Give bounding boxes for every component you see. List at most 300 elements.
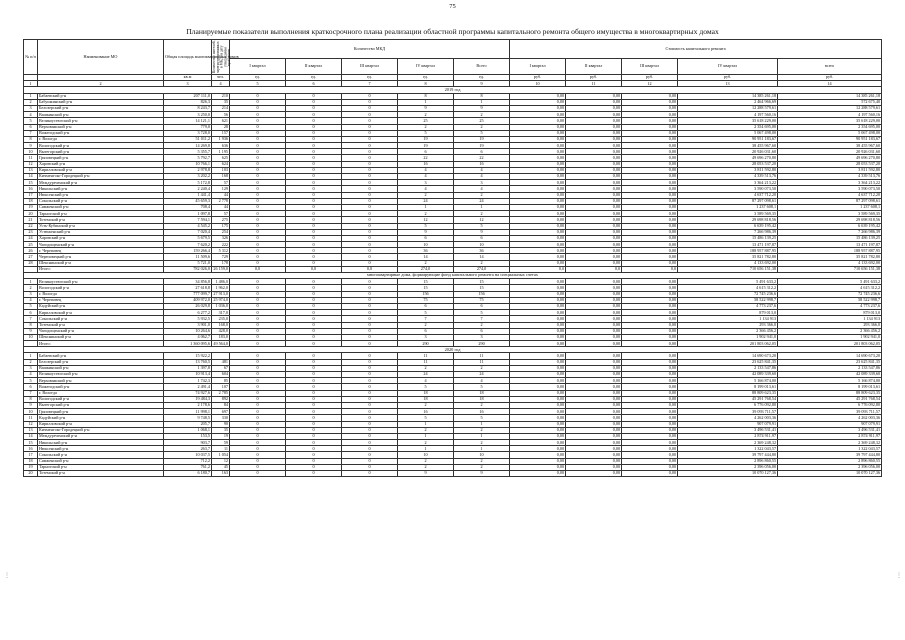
table-cell: 87 297 098,61	[778, 198, 882, 204]
table-cell: 903,7	[164, 440, 212, 446]
table-cell: 0,00	[510, 99, 566, 105]
table-cell: 12	[24, 161, 38, 167]
table-cell: 0,00	[566, 365, 622, 371]
table-cell: 0,00	[510, 372, 566, 378]
table-cell: 0,00	[566, 112, 622, 118]
table-cell: Бабаевский р-н	[38, 93, 164, 99]
table-cell: 0,00	[566, 198, 622, 204]
table-cell: 0,00	[510, 378, 566, 384]
table-cell: 25 974,0	[213, 297, 228, 303]
table-cell: 0	[286, 378, 342, 384]
table-cell: 22	[454, 155, 510, 161]
table-cell: 49 696 270,80	[778, 155, 882, 161]
table-cell: 5 312	[212, 248, 230, 254]
table-cell: 17	[24, 192, 38, 198]
table-cell: 0	[286, 421, 342, 427]
table-cell: 0	[230, 112, 286, 118]
table-cell: 0,00	[622, 421, 678, 427]
table-cell: 0,00	[622, 452, 678, 458]
table-cell: 168	[212, 174, 230, 180]
table-cell: 14 385 261,18	[678, 93, 778, 99]
table-cell: 4	[24, 112, 38, 118]
table-cell: 0,00	[622, 440, 678, 446]
table-cell: 625	[212, 155, 230, 161]
table-cell: 2	[454, 440, 510, 446]
table-cell: 0	[286, 396, 342, 402]
table-cell: 2 178,6	[164, 402, 212, 408]
table-cell: 0,00	[566, 235, 622, 241]
table-cell: Никольский р-н	[38, 440, 164, 446]
table-cell: 6	[454, 303, 510, 309]
table-cell: 10	[454, 452, 510, 458]
table-cell: Кичменгско-Городецкий р-н	[38, 427, 164, 433]
table-cell: 35	[212, 99, 230, 105]
table-cell: 0	[286, 130, 342, 136]
table-cell: 8	[398, 93, 454, 99]
table-cell: 0,00	[510, 427, 566, 433]
table-cell: 6	[398, 303, 454, 309]
table-cell: г. Вологда	[38, 136, 164, 142]
table-cell: 0	[230, 415, 286, 421]
column-number-cell: 7	[342, 81, 398, 87]
table-cell: 2 778	[212, 198, 230, 204]
table-cell: Великоустюгский р-н	[38, 118, 164, 124]
table-cell: 0	[286, 235, 342, 241]
table-cell: 0,00	[566, 452, 622, 458]
table-cell: 2 366 456,2	[678, 328, 778, 334]
table-cell: 409 972,0	[164, 297, 212, 303]
table-cell: 205,7	[164, 421, 212, 427]
table-cell: 13	[24, 167, 38, 173]
table-cell: 0,00	[622, 396, 678, 402]
table-cell: Бабаевский р-н	[38, 353, 164, 359]
table-cell: 4	[398, 167, 454, 173]
table-cell: Кирилловский р-н	[38, 310, 164, 316]
table-cell: 0,00	[510, 390, 566, 396]
table-cell: 907 079,91	[778, 421, 882, 427]
table-cell: 0,00	[510, 341, 566, 347]
table-cell: 0,00	[566, 248, 622, 254]
table-cell: 0,00	[510, 242, 566, 248]
column-number-cell: 3	[164, 81, 212, 87]
table-cell: 0,00	[622, 433, 678, 439]
table-cell: 5 721,0	[164, 260, 212, 266]
table-cell: 6 776 092,80	[678, 402, 778, 408]
table-cell: 6 180,7	[164, 471, 212, 477]
table-cell: 59	[212, 440, 230, 446]
page-number: 75	[449, 3, 456, 10]
table-cell: 75	[398, 297, 454, 303]
table-cell: 74 927,6	[164, 390, 212, 396]
table-cell: 14 690 673,20	[778, 353, 882, 359]
table-cell: 0,00	[566, 291, 622, 297]
table-cell: 0,00	[622, 167, 678, 173]
table-cell: 0,00	[622, 204, 678, 210]
table-cell: 2	[398, 211, 454, 217]
unit-cell: ед.	[454, 75, 510, 81]
table-cell: 42 089 339,60	[778, 372, 882, 378]
table-cell: 2	[398, 440, 454, 446]
table-cell: 0	[230, 174, 286, 180]
table-cell: 12	[454, 217, 510, 223]
program-table	[23, 39, 882, 477]
table-cell: 7 020,4	[164, 229, 212, 235]
table-cell: 0	[342, 291, 398, 297]
table-cell: 826,3	[164, 99, 212, 105]
table-cell: 7	[24, 316, 38, 322]
table-cell: 12 288 579,61	[678, 105, 778, 111]
table-cell: 0,00	[566, 303, 622, 309]
table-cell: 2 896 860,55	[778, 458, 882, 464]
table-cell: 729	[212, 254, 230, 260]
table-cell: 0	[286, 149, 342, 155]
table-cell: 6	[24, 124, 38, 130]
unit-cell: ед.	[398, 75, 454, 81]
table-cell: 5	[398, 384, 454, 390]
table-cell: 26 159,0	[213, 266, 228, 272]
table-cell: 0	[286, 303, 342, 309]
table-cell: 0,00	[566, 149, 622, 155]
table-cell: 0,00	[566, 130, 622, 136]
column-number-cell: 6	[286, 81, 342, 87]
col-header-cost-q2: II квартал	[566, 58, 622, 74]
table-cell: 23 625 841,35	[778, 359, 882, 365]
table-cell: 11	[212, 446, 230, 452]
table-cell: 103	[212, 167, 230, 173]
table-cell: 15	[454, 279, 510, 285]
table-cell: 35 821 782,80	[678, 254, 778, 260]
table-cell: 4 197 560,16	[778, 112, 882, 118]
table-cell: 10 264,6	[164, 328, 212, 334]
table-cell: 7	[454, 316, 510, 322]
table-cell: 16	[24, 186, 38, 192]
table-cell: 0,00	[510, 217, 566, 223]
table-cell: 8	[24, 396, 38, 402]
table-cell: 2 133 547,86	[778, 365, 882, 371]
table-cell: 1 441,4	[164, 192, 212, 198]
table-cell: 0,00	[510, 192, 566, 198]
table-cell: 27 618,8	[164, 285, 212, 291]
table-cell: 5	[454, 384, 510, 390]
table-cell: 5	[398, 310, 454, 316]
table-cell: 0	[342, 310, 398, 316]
table-cell: 879 013,0	[678, 310, 778, 316]
table-cell: 0,00	[566, 390, 622, 396]
table-cell: 5	[24, 378, 38, 384]
table-cell: 6	[454, 149, 510, 155]
table-cell: 3	[454, 180, 510, 186]
col-header-residents: Количество жителей, зарегистрированных в МКД на дату утверждения программы	[212, 40, 232, 74]
table-cell: 0	[286, 297, 342, 303]
table-cell: 0	[286, 167, 342, 173]
table-cell: Кадуйский р-н	[38, 303, 164, 309]
table-cell: 24	[24, 235, 38, 241]
table-cell: 18	[454, 390, 510, 396]
table-cell: 5 166 874,00	[678, 378, 778, 384]
table-cell: 3	[398, 334, 454, 340]
table-cell: 0	[230, 353, 286, 359]
table-cell: 0,00	[510, 93, 566, 99]
table-cell: Верховажский р-н	[38, 378, 164, 384]
table-cell: 14 690 673,20	[678, 353, 778, 359]
table-cell: 4 773 237,6	[778, 303, 882, 309]
table-cell: 22	[24, 223, 38, 229]
table-cell: 0,00	[566, 353, 622, 359]
table-cell: 4 637 712,20	[678, 192, 778, 198]
table-cell: Междуреченский р-н	[38, 180, 164, 186]
table-cell: 11 998,1	[164, 409, 212, 415]
table-cell: 0,00	[510, 365, 566, 371]
table-cell: 25	[398, 118, 454, 124]
table-cell: 0	[286, 372, 342, 378]
table-cell: 0,00	[566, 223, 622, 229]
table-cell: Шекснинский р-н	[38, 260, 164, 266]
table-cell: 10 070 127,36	[678, 471, 778, 477]
table-cell: 0	[342, 124, 398, 130]
table-cell: 7 620,2	[164, 242, 212, 248]
table-cell: 0,00	[622, 211, 678, 217]
table-cell: 1 322 043,57	[678, 446, 778, 452]
table-cell: Тарногский р-н	[38, 464, 164, 470]
table-cell: 0	[286, 464, 342, 470]
table-cell: 3	[454, 334, 510, 340]
table-cell: 0	[342, 279, 398, 285]
table-cell: 0,00	[510, 229, 566, 235]
table-cell: 0,00	[566, 93, 622, 99]
table-cell: 10	[398, 452, 454, 458]
table-cell: 39 093 711,57	[678, 409, 778, 415]
table-cell: Бабушкинский р-н	[38, 99, 164, 105]
table-cell: 1 360 095,6	[164, 341, 212, 347]
table-cell: 290	[398, 341, 454, 347]
table-cell: 19	[212, 433, 230, 439]
table-cell: 0	[286, 279, 342, 285]
table-cell: 0,00	[622, 353, 678, 359]
table-cell: 0,00	[510, 248, 566, 254]
table-cell: 2	[454, 458, 510, 464]
table-cell: 0	[342, 359, 398, 365]
table-cell: 5 067 498,00	[678, 130, 778, 136]
table-cell: 16	[454, 409, 510, 415]
table-cell: 0	[342, 285, 398, 291]
table-cell: 0,00	[622, 217, 678, 223]
table-cell: 153,5	[164, 433, 212, 439]
col-header-cost-q3: III квартал	[622, 58, 678, 74]
table-cell: 3 590 073,50	[778, 186, 882, 192]
table-cell: 0	[342, 328, 398, 334]
table-cell: 15 486 139,25	[778, 235, 882, 241]
table-cell: 0	[286, 427, 342, 433]
table-cell: 4 197 560,16	[678, 112, 778, 118]
table-cell: 16	[24, 446, 38, 452]
table-cell: 44	[212, 204, 230, 210]
table-cell: 90	[212, 421, 230, 427]
table-cell: Междуреченский р-н	[38, 433, 164, 439]
table-cell: Тотемский р-н	[38, 471, 164, 477]
table-cell: 572 675,40	[778, 99, 882, 105]
table-cell: Тотемский р-н	[38, 217, 164, 223]
table-cell: 0,00	[622, 341, 678, 347]
table-cell: 3	[24, 105, 38, 111]
table-cell: 88 809 623,35	[678, 390, 778, 396]
table-cell: 0	[230, 155, 286, 161]
table-cell: 0	[342, 378, 398, 384]
table-cell: 0	[342, 192, 398, 198]
table-cell: 3 250,0	[164, 112, 212, 118]
table-cell: 15	[24, 180, 38, 186]
table-cell: 0,0	[230, 266, 286, 272]
table-cell: 5	[454, 130, 510, 136]
table-cell: 3 202,2	[164, 174, 212, 180]
table-cell: 0	[342, 353, 398, 359]
table-cell: 0	[342, 180, 398, 186]
table-cell: 0,00	[622, 303, 678, 309]
table-cell: 0,00	[510, 353, 566, 359]
table-cell: 0,0	[566, 266, 622, 272]
table-cell: 6 639 195,42	[678, 223, 778, 229]
table-cell: 0,00	[566, 310, 622, 316]
table-cell: 2 396 056,00	[778, 464, 882, 470]
table-cell: 156	[454, 291, 510, 297]
table-cell: 0,00	[622, 143, 678, 149]
table-cell: 0,00	[510, 328, 566, 334]
table-cell: 107	[212, 384, 230, 390]
table-cell: 0	[342, 409, 398, 415]
table-cell: 11 509,6	[164, 254, 212, 260]
table-cell: 0,00	[566, 334, 622, 340]
table-cell: 0	[230, 143, 286, 149]
table-cell: 5	[24, 118, 38, 124]
table-cell: 0	[230, 260, 286, 266]
table-cell: 2	[398, 322, 454, 328]
table-cell: 4 615 312,2	[678, 285, 778, 291]
table-cell: 0,00	[566, 217, 622, 223]
table-cell: 0,00	[622, 260, 678, 266]
table-cell: 2	[454, 464, 510, 470]
table-cell: 11	[454, 359, 510, 365]
table-cell: Кичменгско-Городецкий р-н	[38, 174, 164, 180]
table-cell: 0	[286, 390, 342, 396]
table-cell: 0	[286, 291, 342, 297]
table-cell: 2 354 695,00	[678, 124, 778, 130]
table-cell: 0	[286, 458, 342, 464]
table-cell: 0	[286, 174, 342, 180]
table-cell: 0	[342, 118, 398, 124]
table-cell: 0,00	[510, 149, 566, 155]
table-cell: 0,00	[622, 297, 678, 303]
table-cell: 0	[230, 384, 286, 390]
table-cell: 1 054	[212, 452, 230, 458]
table-cell: 72 745 236,6	[778, 291, 882, 297]
table-cell: 36	[398, 248, 454, 254]
column-number-cell: 2	[38, 81, 164, 87]
header-group-row	[24, 40, 882, 59]
table-cell: 0	[286, 334, 342, 340]
unit-cell: руб.	[622, 75, 678, 81]
table-cell: 0	[286, 316, 342, 322]
table-cell: 0	[230, 322, 286, 328]
table-cell: 22	[398, 155, 454, 161]
table-cell: 0	[286, 365, 342, 371]
table-cell: 0	[286, 471, 342, 477]
table-cell: 5	[454, 415, 510, 421]
table-cell: 1 195	[212, 149, 230, 155]
table-cell: 8	[454, 93, 510, 99]
table-cell: 15	[24, 440, 38, 446]
table-cell: 4 339 513,76	[678, 174, 778, 180]
table-cell: 1 237 608,1	[778, 204, 882, 210]
table-cell: 3	[398, 180, 454, 186]
table-cell: 0,00	[510, 180, 566, 186]
table-cell: 0	[342, 415, 398, 421]
table-cell: 4 062,7	[164, 334, 212, 340]
table-cell: 0,00	[622, 384, 678, 390]
table-cell: 1	[24, 353, 38, 359]
table-cell: 39 797 444,80	[778, 452, 882, 458]
table-cell: 782 026,0	[164, 266, 212, 272]
table-cell: 0	[342, 223, 398, 229]
unit-cell: ед.	[342, 75, 398, 81]
table-cell: 0,00	[566, 471, 622, 477]
table-cell: 58 522 998,7	[778, 297, 882, 303]
table-cell: 0,00	[566, 161, 622, 167]
table-cell: 0	[286, 341, 342, 347]
table-cell: 45 659,3	[164, 198, 212, 204]
table-cell: 0,00	[622, 186, 678, 192]
table-cell: 0	[286, 452, 342, 458]
table-cell: 0	[342, 341, 398, 347]
table-cell: 2	[398, 192, 454, 198]
table-cell: 12	[24, 421, 38, 427]
table-cell: 9	[24, 328, 38, 334]
table-cell: 75	[454, 297, 510, 303]
table-cell: 25	[24, 242, 38, 248]
table-cell: 0,00	[510, 446, 566, 452]
table-cell: 3 496 531,41	[678, 427, 778, 433]
table-cell: 0	[286, 161, 342, 167]
table-cell: 13 760,5	[164, 359, 212, 365]
table-cell: 5 166 874,00	[778, 378, 882, 384]
table-cell: 2	[24, 285, 38, 291]
table-cell: 0	[230, 229, 286, 235]
table-cell: 14	[24, 433, 38, 439]
table-cell: 2	[454, 211, 510, 217]
table-cell: 4	[454, 186, 510, 192]
table-cell: 1 097,8	[164, 211, 212, 217]
table-cell: 0,00	[566, 155, 622, 161]
table-cell: 14	[454, 254, 510, 260]
table-cell: 1	[454, 204, 510, 210]
table-cell: 2	[454, 427, 510, 433]
table-cell: 6	[398, 235, 454, 241]
table-cell: 5	[398, 223, 454, 229]
table-cell: 3 811 592,80	[678, 167, 778, 173]
table-cell: 2	[398, 365, 454, 371]
table-cell: 0,00	[622, 291, 678, 297]
table-cell: 0	[342, 149, 398, 155]
table-cell: г. Череповец	[38, 297, 164, 303]
table-cell: 0,00	[510, 421, 566, 427]
table-cell: 4	[454, 167, 510, 173]
table-cell: 0,00	[510, 458, 566, 464]
table-cell: 157	[212, 130, 230, 136]
table-cell: 10	[454, 242, 510, 248]
table-cell: 0	[342, 322, 398, 328]
table-cell: 0	[230, 235, 286, 241]
table-cell: 290	[454, 341, 510, 347]
table-cell: 38 455 967,60	[678, 143, 778, 149]
table-cell: 0	[230, 452, 286, 458]
